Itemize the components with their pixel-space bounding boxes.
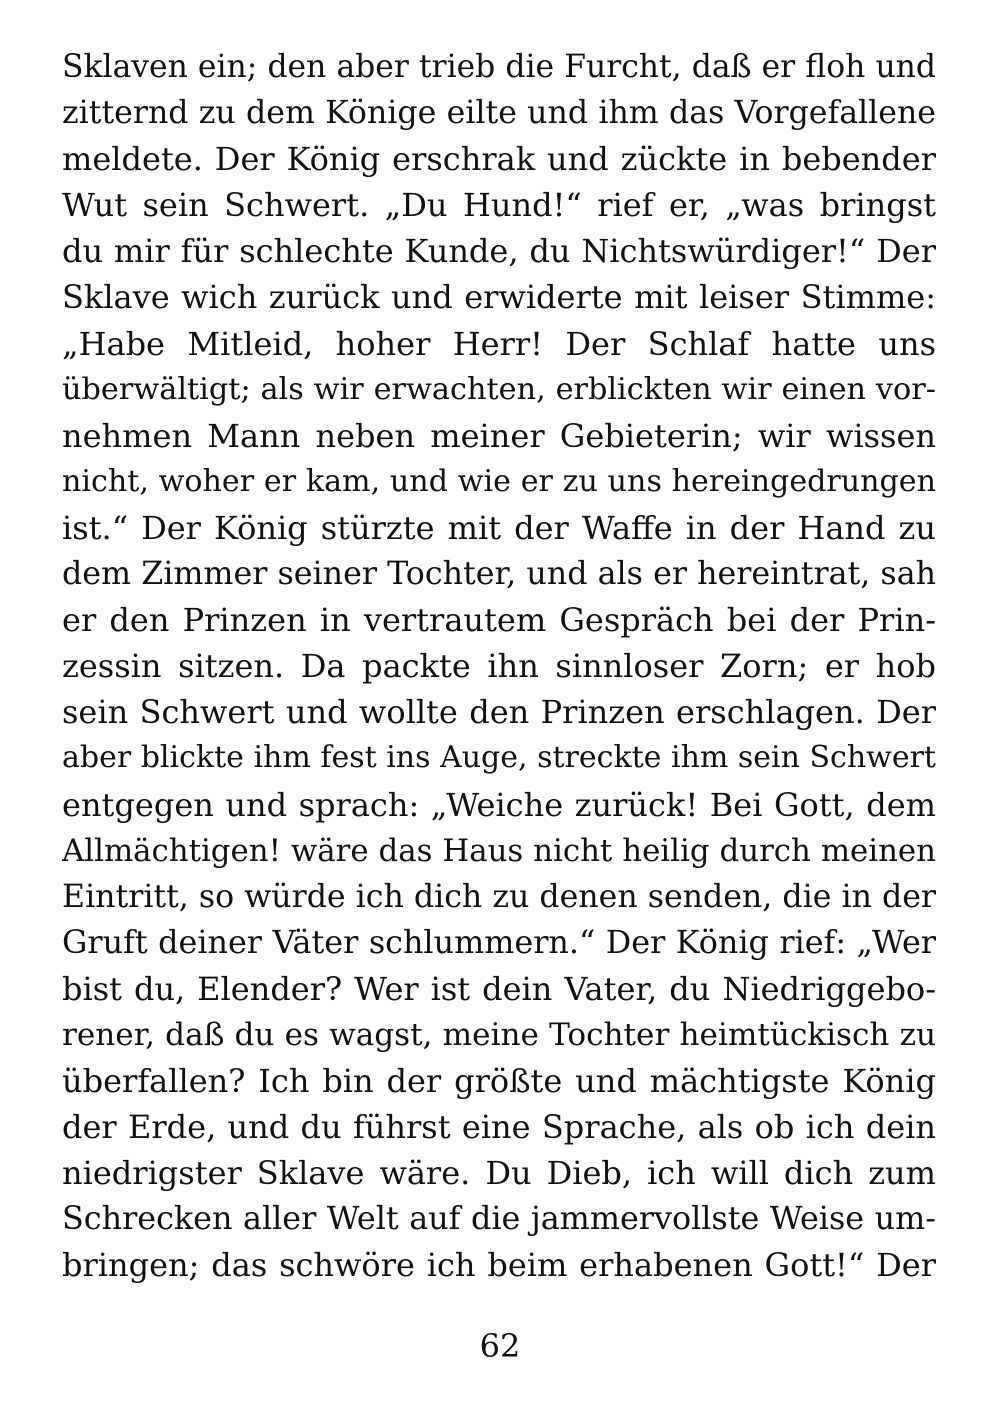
- text-line: rener, daß du es wagst, meine Tochter heimtückisch zu: [62, 1016, 936, 1053]
- text-line: nehmen Mann neben meiner Gebieterin; wir wissen: [62, 416, 936, 455]
- text-line: Allmächtigen! wäre das Haus nicht heilig durch meinen: [62, 832, 936, 869]
- text-line: der Erde, und du führst eine Sprache, als ob ich dein: [62, 1108, 936, 1147]
- text-line: Eintritt, so würde ich dich zu denen senden, die in der: [62, 878, 936, 915]
- text-line: bringen; das schwöre ich beim erhabenen Gott!“ Der: [62, 1246, 936, 1285]
- text-line: Wut sein Schwert. „Du Hund!“ rief er, „was bringst: [62, 186, 936, 225]
- text-line: nicht, woher er kam, und wie er zu uns hereingedrungen: [62, 463, 936, 499]
- page-number: 62: [479, 1327, 521, 1365]
- text-line: Gruft deiner Väter schlummern.“ Der König rief: „Wer: [62, 923, 936, 961]
- text-line: zessin sitzen. Da packte ihn sinnloser Zorn; er hob: [62, 647, 936, 686]
- text-line: aber blickte ihm fest ins Auge, streckte ihm sein Schwert: [62, 740, 936, 776]
- text-line: dem Zimmer seiner Tochter, und als er hereintrat, sah: [62, 556, 936, 593]
- text-line: meldete. Der König erschrak und zückte in bebender: [62, 140, 936, 179]
- text-line: überfallen? Ich bin der größte und mächtigste König: [62, 1062, 936, 1101]
- text-line: er den Prinzen in vertrautem Gespräch bei der Prin-: [62, 601, 936, 640]
- text-line: überwältigt; als wir erwachten, erblickten wir einen vor-: [62, 371, 936, 407]
- text-line: entgegen und sprach: „Weiche zurück! Bei Gott, dem: [62, 785, 936, 824]
- text-line: zitternd zu dem Könige eilte und ihm das Vorgefallene: [62, 95, 936, 132]
- text-line: bist du, Elender? Wer ist dein Vater, du Niedriggebo-: [62, 969, 936, 1008]
- text-line: Sklaven ein; den aber trieb die Furcht, daß er floh und: [62, 49, 936, 85]
- text-line: du mir für schlechte Kunde, du Nichtswürdiger!“ Der: [62, 232, 936, 271]
- body-text: [62, 44, 936, 1289]
- text-line: „Habe Mitleid, hoher Herr! Der Schlaf hatte uns: [62, 324, 936, 363]
- text-line: ist.“ Der König stürzte mit der Waffe in der Hand zu: [62, 508, 936, 547]
- text-line: Schrecken aller Welt auf die jammervollste Weise um-: [62, 1200, 936, 1238]
- text-line: sein Schwert und wollte den Prinzen erschlagen. Der: [62, 693, 936, 732]
- text-line: Sklave wich zurück und erwiderte mit leiser Stimme:: [62, 278, 936, 317]
- text-line: niedrigster Sklave wäre. Du Dieb, ich will dich zum: [62, 1154, 936, 1193]
